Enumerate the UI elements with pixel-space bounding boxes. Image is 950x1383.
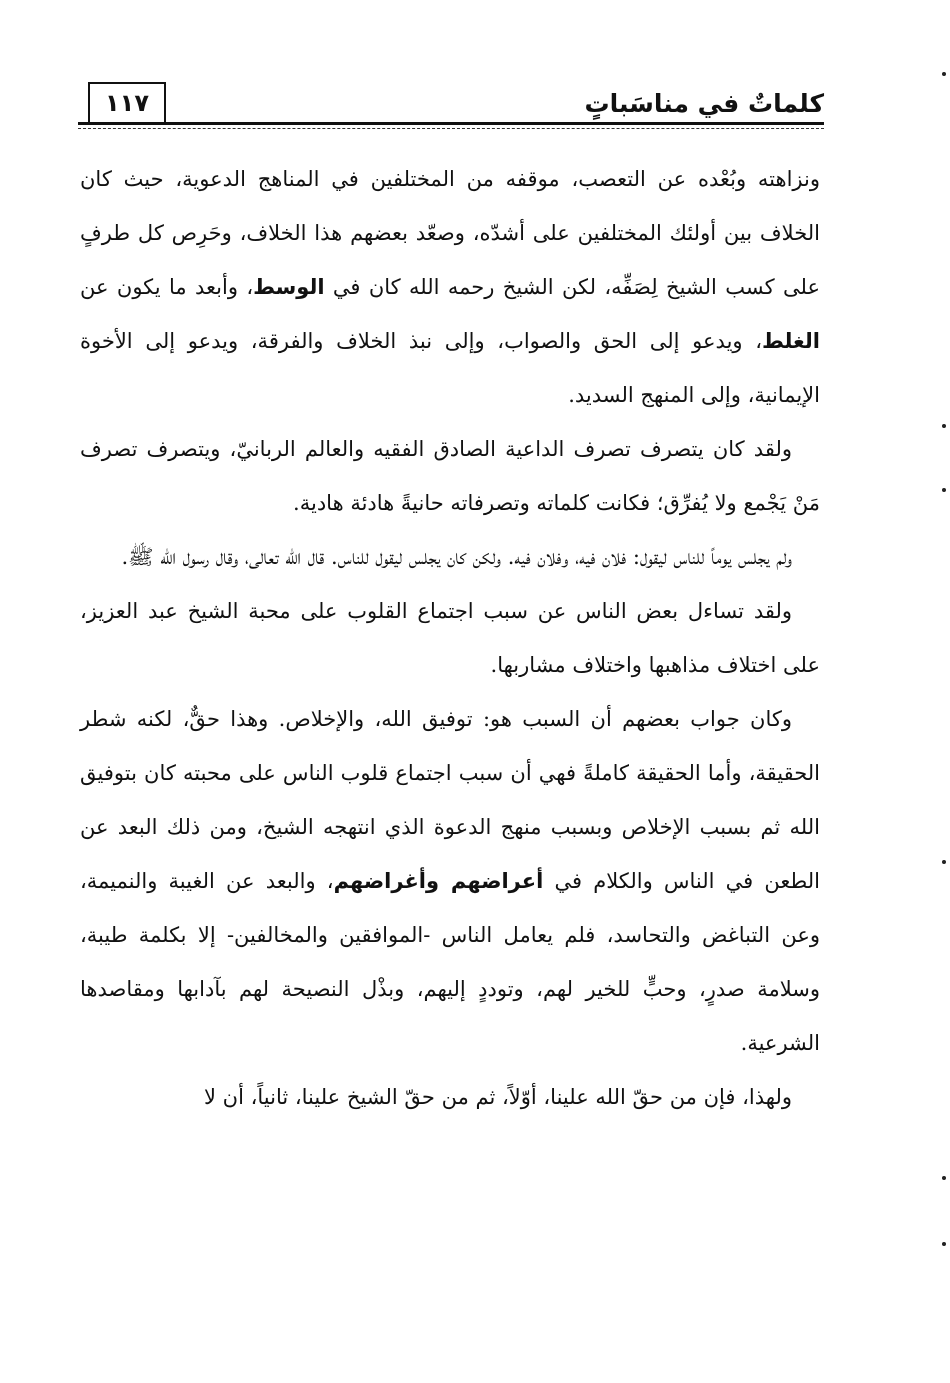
header-rule	[78, 122, 824, 125]
text-run: ، ويدعو إلى الحق والصواب، وإلى نبذ الخلاف والفرقة، ويدعو إلى الأخوة الإيمانية، وإلى المنهج السديد.	[80, 329, 820, 407]
body-text	[80, 152, 820, 1124]
bold-term: الوسط	[253, 275, 325, 299]
text-run: ولهذا، فإن من حقّ الله علينا، أوّلاً، ثم من حقّ الشيخ علينا، ثانياً، أن لا	[204, 1085, 792, 1109]
paragraph	[80, 1070, 820, 1124]
paragraph	[80, 530, 820, 584]
margin-mark	[942, 1176, 946, 1180]
margin-mark	[942, 488, 946, 492]
running-title: كلماتٌ في مناسَباتٍ	[584, 89, 824, 118]
paragraph	[80, 584, 820, 692]
text-run: وكان جواب بعضهم أن السبب هو: توفيق الله، والإخلاص. وهذا حقٌّ، لكنه شطر الحقيقة، وأما الحقيقة كاملةً فهي أن سبب اجتماع قلوب الناس على محبته كان بتوفيق الله ثم بسبب الإخلاص وبسبب منهج الدعوة الذي انتهجه الشيخ، ومن ذلك البعد عن الطعن في الناس والكلام في	[80, 707, 820, 893]
text-run: ، وأبعد ما يكون عن	[80, 275, 254, 299]
bold-term: أعراضهم وأغراضهم	[333, 869, 544, 893]
page-number: ١١٧	[88, 82, 166, 122]
text-run: ولقد تساءل بعض الناس عن سبب اجتماع القلوب على محبة الشيخ عبد العزيز، على اختلاف مذاهبها واختلاف مشاربها.	[80, 599, 820, 677]
text-run: ، والبعد عن الغيبة والنميمة، وعن التباغض والتحاسد، فلم يعامل الناس -الموافقين والمخالفين- إلا بكلمة طيبة، وسلامة صدرٍ، وحبٍّ للخير لهم، وتوددٍ إليهم، وبذْل النصيحة لهم بآدابها ومقاصدها الشرعية.	[80, 869, 820, 1055]
margin-mark	[942, 424, 946, 428]
text-run: ولقد كان يتصرف تصرف الداعية الصادق الفقيه والعالم الربانيّ، ويتصرف تصرف مَنْ يَجْمع ولا يُفرِّق؛ فكانت كلماته وتصرفاته حانيةً هادئة هادية.	[80, 437, 820, 515]
bold-term: الغلط	[762, 329, 820, 353]
text-run: ونزاهته وبُعْده عن التعصب، موقفه من المختلفين في المناهج الدعوية، حيث كان الخلاف بين أولئك المختلفين على أشدّه، وصعّد بعضهم هذا الخلاف، وحَرِص كل طرفٍ على كسب الشيخ لِصَفِّه، لكن الشيخ رحمه الله كان في	[80, 167, 820, 299]
margin-mark	[942, 1242, 946, 1246]
margin-mark	[942, 72, 946, 76]
paragraph	[80, 152, 820, 422]
page-header	[78, 82, 824, 134]
margin-mark	[942, 860, 946, 864]
paragraph	[80, 422, 820, 530]
paragraph	[80, 692, 820, 1070]
header-rule-secondary	[78, 128, 824, 129]
text-run: ولم يجلس يوماً للناس ليقول: فلان فيه، وفلان فيه. ولكن كان يجلس ليقول للناس. قال الله تعالى، وقال رسول الله ﷺ.	[121, 545, 792, 569]
